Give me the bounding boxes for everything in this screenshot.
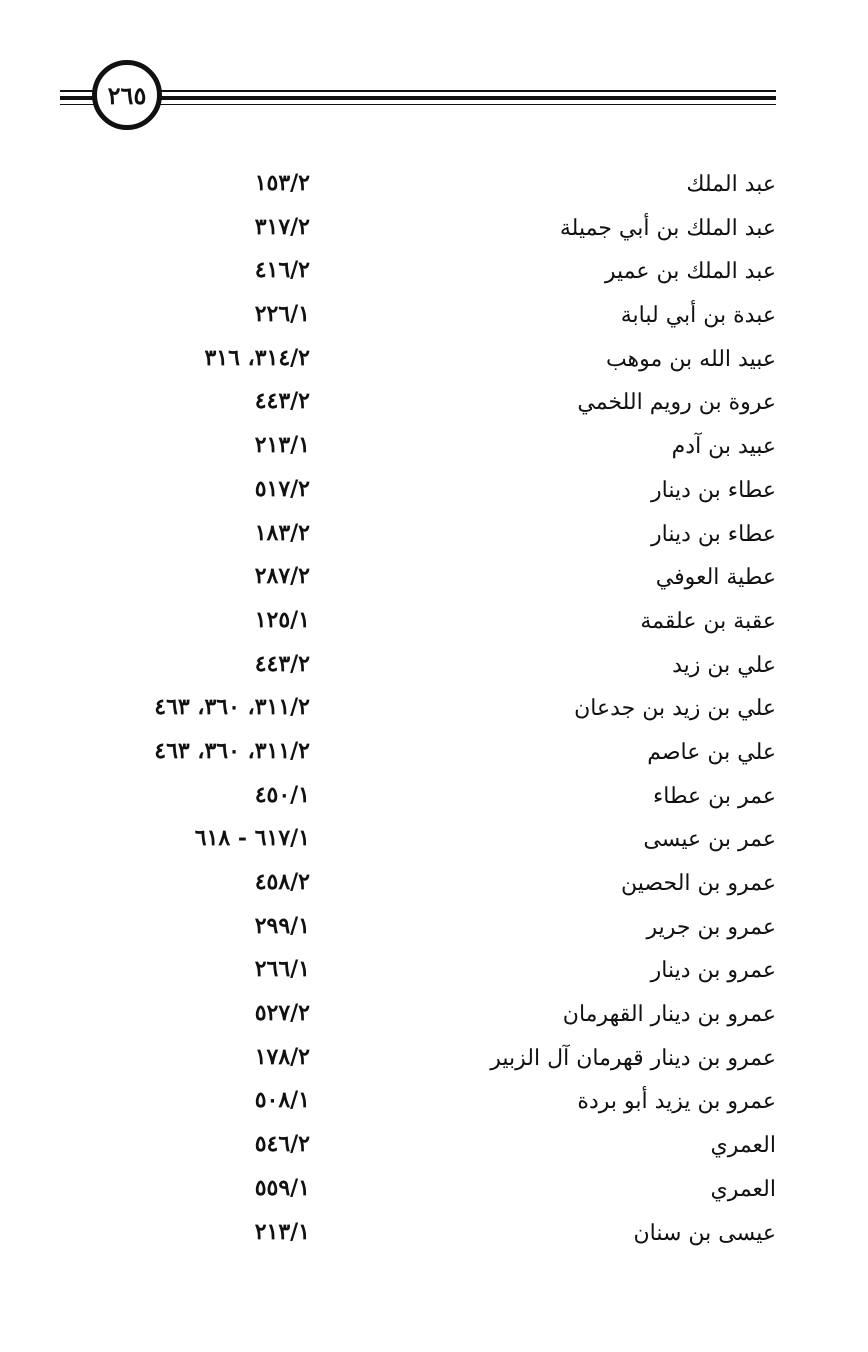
- index-entry: [80, 994, 780, 1038]
- entry-reference: ٢٢٦/١: [254, 301, 310, 328]
- entry-reference: ٥٥٩/١: [254, 1174, 310, 1201]
- entry-name: عبد الملك بن أبي جميلة: [559, 215, 776, 241]
- entry-reference: ٢١٣/١: [254, 432, 310, 459]
- entry-reference: ٢٩٩/١: [254, 912, 310, 939]
- entry-name: عقبة بن علقمة: [640, 608, 776, 634]
- entry-reference: ٦١٧/١ - ٦١٨: [194, 825, 310, 852]
- index-entry: [80, 295, 780, 339]
- entry-name: العمري: [710, 1176, 776, 1202]
- index-entry: [80, 863, 780, 907]
- entry-name: عمر بن عيسى: [643, 827, 776, 853]
- entry-name: عيسى بن سنان: [633, 1220, 776, 1246]
- entry-reference: ٤٥٠/١: [254, 781, 310, 808]
- entry-reference: ١٧٨/٢: [254, 1043, 310, 1070]
- index-entry: [80, 732, 780, 776]
- header-rule-thick: [60, 96, 776, 100]
- entry-name: عمر بن عطاء: [652, 783, 776, 809]
- header-rule-thin: [60, 90, 776, 92]
- entry-name: عبيد بن آدم: [671, 434, 776, 460]
- entry-reference: ٢٦٦/١: [254, 956, 310, 983]
- index-entry: [80, 426, 780, 470]
- entry-name: عطاء بن دينار: [651, 477, 776, 503]
- page-header: [0, 0, 868, 140]
- entry-reference: ٤٤٣/٢: [254, 388, 310, 415]
- entry-reference: ٣١١/٢، ٣٦٠، ٤٦٣: [154, 694, 310, 721]
- entry-name: عبدة بن أبي لبابة: [620, 303, 776, 329]
- entry-reference: ١٥٣/٢: [254, 170, 310, 196]
- index-entry: [80, 776, 780, 820]
- entry-reference: ٥١٧/٢: [254, 475, 310, 502]
- index-entry-list: [80, 164, 780, 1256]
- entry-name: علي بن زيد: [672, 652, 776, 678]
- entry-reference: ٥٠٨/١: [254, 1087, 310, 1114]
- index-entry: [80, 950, 780, 994]
- entry-reference: ١٨٣/٢: [254, 519, 310, 546]
- index-entry: [80, 601, 780, 645]
- entry-name: عمرو بن جرير: [646, 914, 776, 940]
- entry-reference: ٣١٧/٢: [254, 213, 310, 240]
- entry-reference: ٥٢٧/٢: [254, 1000, 310, 1027]
- index-entry: [80, 164, 780, 208]
- entry-reference: ٤٥٨/٢: [254, 869, 310, 895]
- entry-reference: ٣١٤/٢، ٣١٦: [204, 344, 310, 371]
- entry-name: عبد الملك بن عمير: [604, 259, 776, 285]
- index-entry: [80, 557, 780, 601]
- index-entry: [80, 339, 780, 383]
- entry-name: عمرو بن الحصين: [621, 871, 776, 896]
- entry-reference: ٢٨٧/٢: [254, 563, 310, 590]
- entry-name: عمرو بن دينار: [650, 958, 776, 984]
- page-number-badge: [92, 60, 162, 130]
- index-entry: [80, 645, 780, 689]
- entry-name: عبيد الله بن موهب: [605, 346, 776, 372]
- header-rule-bottom: [60, 104, 776, 105]
- entry-name: عمرو بن يزيد أبو بردة: [577, 1089, 776, 1115]
- index-entry: [80, 470, 780, 514]
- index-entry: [80, 1125, 780, 1169]
- entry-reference: ٣١١/٢، ٣٦٠، ٤٦٣: [154, 737, 310, 764]
- entry-name: عبد الملك: [686, 172, 776, 197]
- index-entry: [80, 1169, 780, 1213]
- index-entry: [80, 819, 780, 863]
- page-number: ٢٦٥: [107, 80, 147, 110]
- entry-name: علي بن عاصم: [647, 739, 776, 765]
- entry-reference: ٤٤٣/٢: [254, 650, 310, 677]
- entry-name: علي بن زيد بن جدعان: [574, 696, 776, 722]
- index-entry: [80, 514, 780, 558]
- index-entry: [80, 382, 780, 426]
- entry-name: عمرو بن دينار القهرمان: [562, 1002, 776, 1028]
- index-entry: [80, 1213, 780, 1257]
- index-entry: [80, 1081, 780, 1125]
- index-entry: [80, 208, 780, 252]
- entry-name: عمرو بن دينار قهرمان آل الزبير: [490, 1045, 776, 1071]
- index-entry: [80, 1038, 780, 1082]
- entry-name: عروة بن رويم اللخمي: [577, 390, 776, 416]
- entry-reference: ٢١٣/١: [254, 1218, 310, 1245]
- index-entry: [80, 251, 780, 295]
- index-entry: [80, 907, 780, 951]
- index-entry: [80, 688, 780, 732]
- entry-reference: ١٢٥/١: [254, 606, 310, 633]
- entry-name: عطاء بن دينار: [651, 521, 776, 547]
- entry-name: عطية العوفي: [655, 565, 776, 591]
- entry-name: العمري: [710, 1133, 776, 1159]
- entry-reference: ٤١٦/٢: [254, 257, 310, 284]
- entry-reference: ٥٤٦/٢: [254, 1131, 310, 1158]
